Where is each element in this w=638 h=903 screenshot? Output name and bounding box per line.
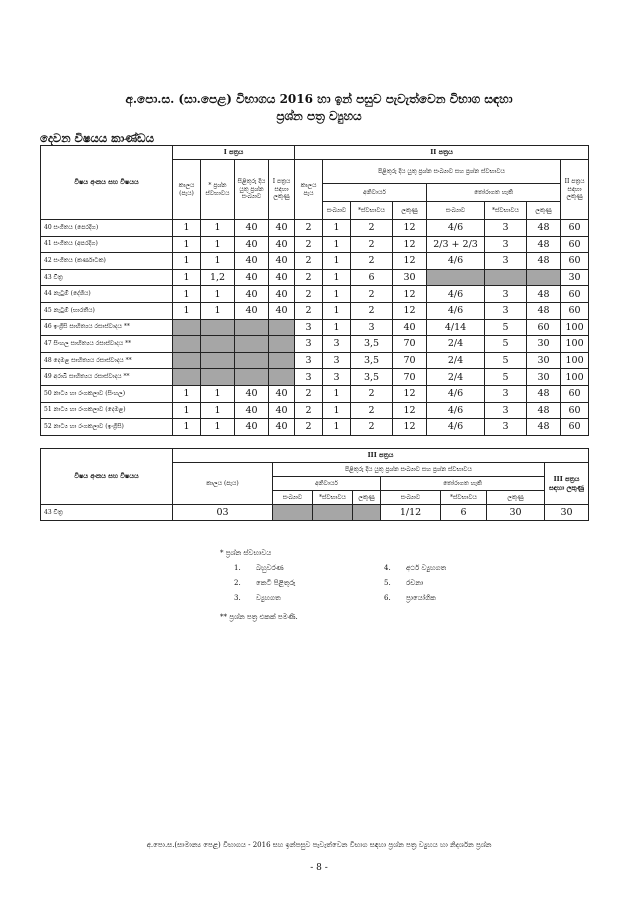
optional-nature-cell: 3 (485, 402, 527, 419)
shaded-cell (485, 269, 527, 286)
table-row (41, 385, 589, 402)
optional-number-cell: 2/3 + 2/3 (427, 236, 485, 253)
subject-cell: 43 චිත්‍ර (41, 505, 173, 521)
p1-marks-cell: 40 (269, 253, 295, 270)
compulsory-marks-cell: 12 (393, 253, 427, 270)
p2-time-cell: 3 (295, 319, 323, 336)
p1-marks-cell: 40 (269, 286, 295, 303)
p2-time-cell: 2 (295, 220, 323, 237)
p3-compulsory-header: අනිවාර්ය (273, 477, 381, 491)
p1-time-header: කාලය (පැය) (173, 160, 201, 220)
compulsory-number-cell: 1 (323, 220, 351, 237)
compulsory-marks-cell: 40 (393, 319, 427, 336)
p2-total-marks-cell: 100 (561, 369, 589, 386)
paper-1-header: I පත්‍රය (173, 146, 295, 160)
compulsory-marks-header: ලකුණු (393, 202, 427, 220)
optional-marks-cell: 48 (527, 220, 561, 237)
shaded-cell (269, 352, 295, 369)
shaded-cell (353, 505, 381, 521)
p3-compulsory-number-header: සංඛ්‍යාව (273, 491, 313, 505)
paper-structure-table (40, 145, 589, 436)
page-number: - 8 - (310, 863, 328, 873)
p3-time-header: කාලය (පැය) (173, 463, 273, 505)
optional-marks-cell: 30 (527, 352, 561, 369)
p2-time-cell: 2 (295, 269, 323, 286)
p1-time-cell: 1 (173, 236, 201, 253)
subject-cell: 52 නාට්‍ය හා රංගකලාව (ඉංග්‍රීසි) (41, 419, 173, 436)
optional-marks-cell: 60 (527, 319, 561, 336)
p2-total-marks-cell: 60 (561, 253, 589, 270)
optional-number-cell: 4/6 (427, 402, 485, 419)
shaded-cell (173, 319, 201, 336)
p1-questions-cell: 40 (235, 253, 269, 270)
p1-marks-cell: 40 (269, 385, 295, 402)
optional-nature-cell: 3 (485, 419, 527, 436)
optional-marks-cell: 30 (527, 369, 561, 386)
shaded-cell (427, 269, 485, 286)
notes-heading: * ප්‍රශ්න ස්වභාවය (220, 549, 272, 557)
optional-nature-header: *ස්වභාවය (485, 202, 527, 220)
table-row (41, 269, 589, 286)
p1-marks-cell: 40 (269, 302, 295, 319)
table-row (41, 253, 589, 270)
p3-questions-header: පිළිතුරු දිය යුතු ප්‍රශ්න සංඛ්‍යාව සහ ප්‍රශ්න ස්වභාවය (273, 463, 545, 477)
optional-marks-cell: 48 (527, 236, 561, 253)
p1-marks-cell: 40 (269, 419, 295, 436)
note-row (220, 561, 520, 576)
p3-compulsory-marks-header: ලකුණු (353, 491, 381, 505)
compulsory-nature-cell: 2 (351, 253, 393, 270)
table-row (41, 236, 589, 253)
compulsory-nature-cell: 3,5 (351, 336, 393, 353)
compulsory-nature-cell: 2 (351, 419, 393, 436)
optional-nature-cell: 5 (485, 352, 527, 369)
compulsory-number-cell: 1 (323, 402, 351, 419)
compulsory-header: අනිවාර්ය (323, 184, 427, 202)
subject-cell: 41 සංගීතය (අපරදිග) (41, 236, 173, 253)
p1-question-type-cell: 1 (201, 385, 235, 402)
p1-questions-cell: 40 (235, 385, 269, 402)
table-row (41, 319, 589, 336)
shaded-cell (269, 319, 295, 336)
note-item (370, 591, 520, 606)
table-row (41, 419, 589, 436)
note-item (370, 561, 520, 576)
note-item (220, 591, 370, 606)
p1-marks-cell: 40 (269, 269, 295, 286)
optional-number-cell: 1/12 (381, 505, 441, 521)
optional-number-cell: 4/14 (427, 319, 485, 336)
shaded-cell (235, 369, 269, 386)
optional-nature-cell: 5 (485, 336, 527, 353)
p1-questions-cell: 40 (235, 402, 269, 419)
compulsory-marks-cell: 12 (393, 402, 427, 419)
optional-marks-cell: 30 (487, 505, 545, 521)
table-row (41, 286, 589, 303)
p1-time-cell: 1 (173, 402, 201, 419)
p2-total-marks-cell: 30 (561, 269, 589, 286)
optional-header: තෝරාගත හැකි (427, 184, 561, 202)
p2-total-marks-cell: 60 (561, 419, 589, 436)
p3-optional-header: තෝරාගත හැකි (381, 477, 545, 491)
p1-question-type-cell: 1 (201, 286, 235, 303)
note-item (370, 576, 520, 591)
p1-marks-header: I පත්‍රය සඳහා ලකුණු (269, 160, 295, 220)
compulsory-number-cell: 3 (323, 352, 351, 369)
p2-total-marks-cell: 60 (561, 220, 589, 237)
subject-cell: 50 නාට්‍ය හා රංගකලාව (සිංහල) (41, 385, 173, 402)
p1-time-cell: 1 (173, 385, 201, 402)
compulsory-nature-cell: 2 (351, 286, 393, 303)
note-item (220, 561, 370, 576)
table-row (41, 302, 589, 319)
optional-number-cell: 4/6 (427, 253, 485, 270)
compulsory-marks-cell: 12 (393, 419, 427, 436)
compulsory-number-cell: 3 (323, 336, 351, 353)
optional-nature-cell: 5 (485, 319, 527, 336)
shaded-cell (201, 336, 235, 353)
note-number: 6. (384, 594, 391, 602)
p1-time-cell: 1 (173, 302, 201, 319)
p1-question-type-cell: 1 (201, 220, 235, 237)
optional-number-cell: 2/4 (427, 369, 485, 386)
shaded-cell (527, 269, 561, 286)
compulsory-nature-cell: 3,5 (351, 352, 393, 369)
p3-optional-nature-header: *ස්වභාවය (441, 491, 487, 505)
optional-marks-cell: 30 (527, 336, 561, 353)
compulsory-nature-cell: 2 (351, 302, 393, 319)
paper-3-table (40, 448, 589, 521)
optional-number-cell: 4/6 (427, 286, 485, 303)
compulsory-number-cell: 1 (323, 286, 351, 303)
subject-cell: 45 නැටුම් (භාරතීය) (41, 302, 173, 319)
subject-cell: 43 චිත්‍ර (41, 269, 173, 286)
optional-number-cell: 2/4 (427, 336, 485, 353)
p1-question-type-cell: 1 (201, 419, 235, 436)
compulsory-nature-header: *ස්වභාවය (351, 202, 393, 220)
p2-time-cell: 2 (295, 419, 323, 436)
paper-2-header: II පත්‍රය (295, 146, 589, 160)
note-number: 2. (234, 579, 241, 587)
p1-question-type-cell: 1 (201, 253, 235, 270)
compulsory-nature-cell: 6 (351, 269, 393, 286)
p1-time-cell: 1 (173, 419, 201, 436)
optional-number-cell: 4/6 (427, 302, 485, 319)
optional-nature-cell: 3 (485, 220, 527, 237)
subject-cell: 44 නැටුම් (දේශීය) (41, 286, 173, 303)
note-number: 3. (234, 594, 241, 602)
compulsory-nature-cell: 3 (351, 319, 393, 336)
p1-questions-cell: 40 (235, 286, 269, 303)
note-label: රචනා (406, 579, 424, 587)
note-number: 5. (384, 579, 391, 587)
p2-time-cell: 2 (295, 302, 323, 319)
note-label: ප්‍රායෝගික (406, 594, 436, 602)
compulsory-marks-cell: 70 (393, 336, 427, 353)
optional-number-cell: 2/4 (427, 352, 485, 369)
p1-questions-cell: 40 (235, 220, 269, 237)
note-label: ව්‍යුහගත (256, 594, 281, 602)
optional-marks-cell: 48 (527, 286, 561, 303)
p2-total-marks-cell: 100 (561, 319, 589, 336)
p2-total-marks-cell: 60 (561, 286, 589, 303)
shaded-cell (269, 336, 295, 353)
p2-total-marks-cell: 60 (561, 385, 589, 402)
p1-marks-cell: 40 (269, 220, 295, 237)
document-title-line-2: ප්‍රශ්න පත්‍ර ව්‍යුහය (276, 109, 362, 123)
optional-nature-cell: 3 (485, 253, 527, 270)
shaded-cell (269, 369, 295, 386)
p1-questions-cell: 40 (235, 419, 269, 436)
p1-time-cell: 1 (173, 286, 201, 303)
table-row (41, 220, 589, 237)
p1-question-type-cell: 1 (201, 402, 235, 419)
paper-3-header: III පත්‍රය (173, 449, 589, 463)
subject-cell: 49 අරාබි සාහිත්‍යය රසාස්වාදය ** (41, 369, 173, 386)
optional-nature-cell: 3 (485, 236, 527, 253)
optional-number-cell: 4/6 (427, 419, 485, 436)
p1-question-type-header: * ප්‍රශ්න ස්වභාවය (201, 160, 235, 220)
p1-marks-cell: 40 (269, 402, 295, 419)
p1-question-type-cell: 1 (201, 236, 235, 253)
table-row (41, 402, 589, 419)
p1-questions-cell: 40 (235, 236, 269, 253)
shaded-cell (173, 352, 201, 369)
footnote: ** ප්‍රශ්න පත්‍ර එකක් පමණි. (220, 613, 298, 621)
compulsory-marks-cell: 12 (393, 286, 427, 303)
document-title-line-1: අ.පො.ස. (සා.පෙළ) විභාගය 2016 හා ඉන් පසුව පැවැත්වෙන විභාග සඳහා (125, 92, 513, 106)
note-row (220, 576, 520, 591)
p2-time-cell: 2 (295, 286, 323, 303)
note-row (220, 591, 520, 606)
compulsory-number-cell: 3 (323, 369, 351, 386)
optional-marks-cell: 48 (527, 419, 561, 436)
p1-question-type-cell: 1 (201, 302, 235, 319)
note-number: 4. (384, 564, 391, 572)
p2-time-cell: 2 (295, 253, 323, 270)
page-footer: අ.පො.ස.(සාමාන්‍ය පෙළ) විභාගය - 2016 සහ ඉන්පසුව පැවැත්වෙන විභාග සඳහා ප්‍රශ්න පත්‍ර ව්‍යුහය හා නිදර්ශන ප්‍රශ්න (146, 841, 492, 849)
note-label: බහුවරණ (256, 564, 284, 572)
p3-optional-number-header: සංඛ්‍යාව (381, 491, 441, 505)
p1-time-cell: 1 (173, 253, 201, 270)
section-title: දෙවන විෂයය කාණ්ඩය (40, 131, 154, 145)
p2-time-cell: 3 (295, 369, 323, 386)
shaded-cell (173, 369, 201, 386)
table-row (41, 336, 589, 353)
shaded-cell (201, 319, 235, 336)
shaded-cell (273, 505, 313, 521)
compulsory-number-cell: 1 (323, 419, 351, 436)
compulsory-nature-cell: 2 (351, 385, 393, 402)
p2-time-cell: 2 (295, 402, 323, 419)
p3-optional-marks-header: ලකුණු (487, 491, 545, 505)
p2-total-marks-cell: 100 (561, 336, 589, 353)
optional-marks-cell: 48 (527, 253, 561, 270)
table-row (41, 352, 589, 369)
note-item (220, 576, 370, 591)
compulsory-marks-cell: 12 (393, 302, 427, 319)
p3-marks-header: III පත්‍රය සඳහා ලකුණු (545, 463, 589, 505)
note-number: 1. (234, 564, 241, 572)
shaded-cell (201, 352, 235, 369)
optional-number-cell: 4/6 (427, 220, 485, 237)
compulsory-marks-cell: 12 (393, 220, 427, 237)
compulsory-marks-cell: 70 (393, 352, 427, 369)
compulsory-number-header: සංඛ්‍යාව (323, 202, 351, 220)
p2-total-marks-cell: 60 (561, 302, 589, 319)
p2-questions-header: පිළිතුරු දිය යුතු ප්‍රශ්න සංඛ්‍යාව සහ ප්‍රශ්න ස්වභාවය (323, 160, 561, 184)
compulsory-marks-cell: 12 (393, 385, 427, 402)
p1-questions-cell: 40 (235, 269, 269, 286)
p1-question-type-cell: 1,2 (201, 269, 235, 286)
subject-cell: 48 දෙමළ සාහිත්‍යය රසාස්වාදය ** (41, 352, 173, 369)
p2-time-cell: 2 (295, 236, 323, 253)
compulsory-nature-cell: 2 (351, 402, 393, 419)
notes-block (220, 546, 520, 625)
p2-total-marks-cell: 60 (561, 236, 589, 253)
compulsory-marks-cell: 70 (393, 369, 427, 386)
p1-time-cell: 1 (173, 269, 201, 286)
optional-number-header: සංඛ්‍යාව (427, 202, 485, 220)
compulsory-number-cell: 1 (323, 302, 351, 319)
optional-marks-cell: 48 (527, 402, 561, 419)
p1-questions-header: සිළිතුරු දිය යුතු ප්‍රශ්න සංඛ්‍යාව (235, 160, 269, 220)
total-marks-cell: 30 (545, 505, 589, 521)
p2-time-header: කාලය පැය (295, 160, 323, 220)
p2-total-marks-cell: 100 (561, 352, 589, 369)
optional-nature-cell: 3 (485, 302, 527, 319)
subject-column-header: විෂය අංකය සහ විෂයය (41, 146, 173, 220)
p3-subject-column-header: විෂය අංකය සහ විෂයය (41, 449, 173, 505)
p2-total-marks-cell: 60 (561, 402, 589, 419)
subject-cell: 47 සිංහල සාහිත්‍යය රසාස්වාදය ** (41, 336, 173, 353)
optional-number-cell: 4/6 (427, 385, 485, 402)
compulsory-number-cell: 1 (323, 385, 351, 402)
optional-nature-cell: 3 (485, 286, 527, 303)
subject-cell: 51 නාට්‍ය හා රංගකලාව (දෙමළ) (41, 402, 173, 419)
p2-time-cell: 3 (295, 352, 323, 369)
p2-marks-header: II පත්‍රය සඳහා ලකුණු (561, 160, 589, 220)
shaded-cell (235, 336, 269, 353)
optional-nature-cell: 6 (441, 505, 487, 521)
optional-nature-cell: 3 (485, 385, 527, 402)
subject-cell: 42 සංගීතය (කර්ණාටක) (41, 253, 173, 270)
subject-cell: 46 ඉංග්‍රීසි සාහිත්‍යය රසාස්වාදය ** (41, 319, 173, 336)
compulsory-marks-cell: 12 (393, 236, 427, 253)
p1-questions-cell: 40 (235, 302, 269, 319)
compulsory-number-cell: 1 (323, 236, 351, 253)
p2-time-cell: 2 (295, 385, 323, 402)
optional-marks-cell: 48 (527, 302, 561, 319)
shaded-cell (235, 352, 269, 369)
compulsory-nature-cell: 2 (351, 236, 393, 253)
subject-cell: 40 සංගීතය (පෙරදිග) (41, 220, 173, 237)
note-label: කෙටි පිළිතුරු (256, 579, 296, 587)
compulsory-number-cell: 1 (323, 269, 351, 286)
p1-time-cell: 1 (173, 220, 201, 237)
shaded-cell (313, 505, 353, 521)
compulsory-nature-cell: 2 (351, 220, 393, 237)
p1-marks-cell: 40 (269, 236, 295, 253)
compulsory-nature-cell: 3,5 (351, 369, 393, 386)
table-row (41, 505, 589, 521)
compulsory-number-cell: 1 (323, 253, 351, 270)
shaded-cell (235, 319, 269, 336)
table-row (41, 369, 589, 386)
shaded-cell (201, 369, 235, 386)
p3-compulsory-nature-header: *ස්වභාවය (313, 491, 353, 505)
optional-marks-cell: 48 (527, 385, 561, 402)
compulsory-marks-cell: 30 (393, 269, 427, 286)
compulsory-number-cell: 1 (323, 319, 351, 336)
optional-marks-header: ලකුණු (527, 202, 561, 220)
time-cell: 03 (173, 505, 273, 521)
p2-time-cell: 3 (295, 336, 323, 353)
note-label: අර්ථ ව්‍යුහගත (406, 564, 447, 572)
notes-list (220, 561, 520, 606)
shaded-cell (173, 336, 201, 353)
optional-nature-cell: 5 (485, 369, 527, 386)
